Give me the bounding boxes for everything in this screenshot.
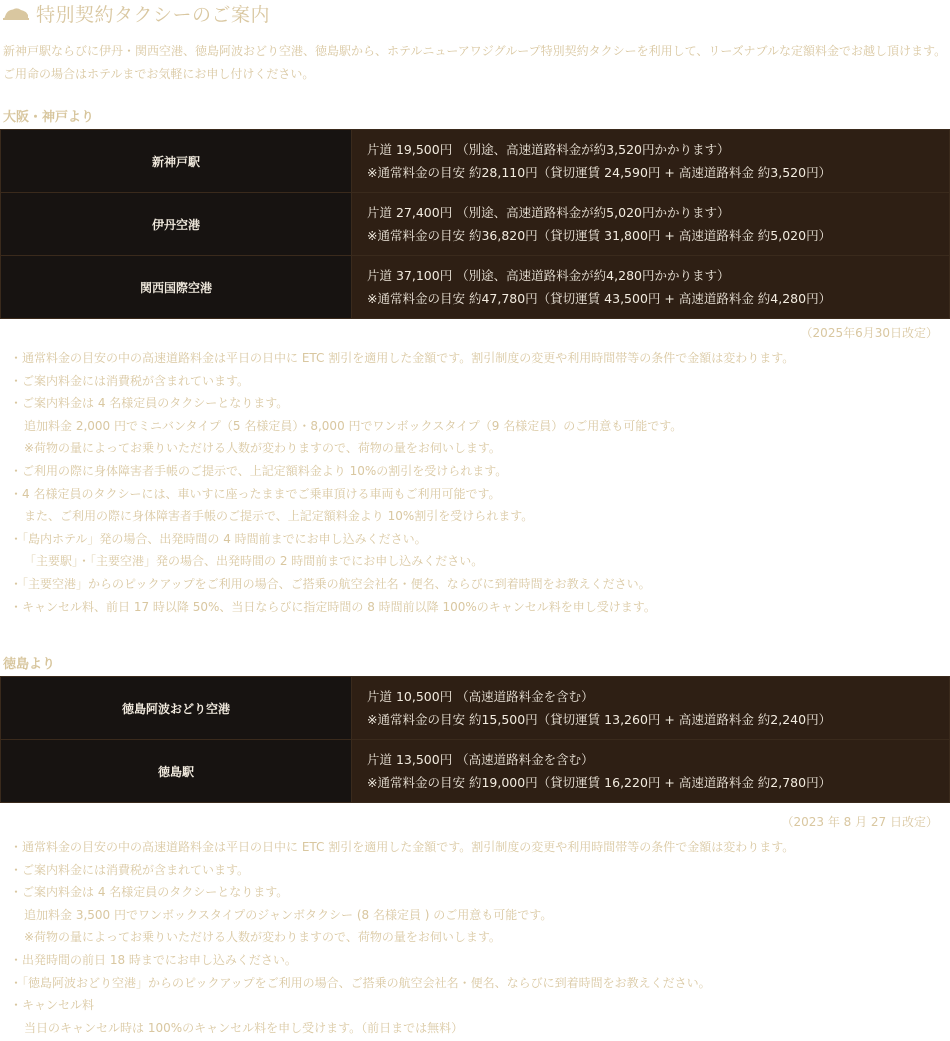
note-item: ・通常料金の目安の中の高速道路料金は平日の日中に ETC 割引を適用した金額です。割引制度の変更や利用時間帯等の条件で金額は変わります。 [10, 840, 795, 854]
price-cell [352, 740, 950, 803]
notes-list-osaka-kobe [10, 347, 940, 618]
price-line: 片道 13,500円 （高速道路料金を含む） [367, 752, 594, 767]
price-note: ※通常料金の目安 約47,780円（貸切運賃 43,500円 + 高速道路料金 約4,280円） [367, 291, 832, 306]
note-item: ・通常料金の目安の中の高速道路料金は平日の日中に ETC 割引を適用した金額です。割引制度の変更や利用時間帯等の条件で金額は変わります。 [10, 351, 795, 365]
note-item: ・4 名様定員のタクシーには、車いすに座ったままでご乗車頂ける車両もご利用可能です。 [10, 486, 501, 501]
note-item: ・ご案内料金は 4 名様定員のタクシーとなります。 [10, 396, 289, 411]
fare-table-osaka-kobe [0, 129, 950, 319]
note-item: ・「徳島阿波おどり空港」からのピックアップをご利用の場合、ご搭乗の航空会社名・便名、ならびに到着時間をお教えください。 [10, 975, 711, 990]
table-row [1, 677, 950, 740]
note-item: ・出発時間の前日 18 時までにお申し込みください。 [10, 952, 297, 967]
note-item: ※荷物の量によってお乗りいただける人数が変わりますので、荷物の量をお伺いします。 [24, 930, 501, 945]
note-item: ※荷物の量によってお乗りいただける人数が変わりますので、荷物の量をお伺いします。 [24, 441, 501, 456]
table-row [1, 193, 950, 256]
price-note: ※通常料金の目安 約28,110円（貸切運賃 24,590円 + 高速道路料金 約3,520円） [367, 165, 832, 180]
price-line: 片道 10,500円 （高速道路料金を含む） [367, 689, 594, 704]
place-cell: 関西国際空港 [1, 256, 352, 319]
price-note: ※通常料金の目安 約19,000円（貸切運賃 16,220円 + 高速道路料金 約2,780円） [367, 775, 832, 790]
title-text: 特別契約タクシーのご案内 [36, 3, 271, 26]
section-heading-tokushima: 徳島より [3, 657, 56, 672]
price-cell [352, 256, 950, 319]
note-item: また、ご利用の際に身体障害者手帳のご提示で、上記定額料金より 10%割引を受けられます。 [24, 509, 534, 524]
notes-list-tokushima [10, 836, 940, 1039]
note-item: 当日のキャンセル時は 100%のキャンセル料を申し受けます。（前日までは無料） [24, 1020, 464, 1035]
car-icon [2, 4, 30, 22]
note-item: 「主要駅」・「主要空港」発の場合、出発時間の 2 時間前までにお申し込みください。 [24, 554, 484, 569]
price-cell [352, 193, 950, 256]
note-item: ・キャンセル料 [10, 998, 95, 1013]
note-item: 追加料金 3,500 円でワンボックスタイプのジャンボタクシー (8 名様定員 ) のご用意も可能です。 [24, 907, 553, 922]
table-row [1, 130, 950, 193]
table-row [1, 256, 950, 319]
note-item: ・「島内ホテル」発の場合、出発時間の 4 時間前までにお申し込みください。 [10, 531, 427, 546]
place-cell: 新神戸駅 [1, 130, 352, 193]
note-item: ・ご案内料金には消費税が含まれています。 [10, 373, 250, 388]
price-note: ※通常料金の目安 約36,820円（貸切運賃 31,800円 + 高速道路料金 約5,020円） [367, 228, 832, 243]
price-note: ※通常料金の目安 約15,500円（貸切運賃 13,260円 + 高速道路料金 約2,240円） [367, 712, 832, 727]
revision-date: （2023 年 8 月 27 日改定） [781, 815, 938, 829]
place-cell: 徳島駅 [1, 740, 352, 803]
note-item: 追加料金 2,000 円でミニバンタイプ（5 名様定員）・8,000 円でワンボックスタイプ（9 名様定員）のご用意も可能です。 [24, 418, 683, 433]
place-cell: 徳島阿波おどり空港 [1, 677, 352, 740]
intro-text: 新神戸駅ならびに伊丹・関西空港、徳島阿波おどり空港、徳島駅から、ホテルニューアワジグループ特別契約タクシーを利用して、リーズナブルな定額料金でお越し頂けます。ご用命の場合はホテルまでお気軽にお申し付けください。 [3, 44, 947, 81]
price-line: 片道 27,400円 （別途、高速道路料金が約5,020円かかります） [367, 205, 730, 220]
note-item: ・ご案内料金は 4 名様定員のタクシーとなります。 [10, 885, 289, 900]
note-item: ・ご利用の際に身体障害者手帳のご提示で、上記定額料金より 10%の割引を受けられます。 [10, 463, 508, 478]
price-line: 片道 19,500円 （別途、高速道路料金が約3,520円かかります） [367, 142, 730, 157]
revision-date: （2025年6月30日改定） [800, 326, 938, 340]
note-item: ・「主要空港」からのピックアップをご利用の場合、ご搭乗の航空会社名・便名、ならびに到着時間をお教えください。 [10, 576, 651, 591]
note-item: ・キャンセル料、前日 17 時以降 50%、当日ならびに指定時間の 8 時間前以降 100%のキャンセル料を申し受けます。 [10, 599, 656, 614]
price-line: 片道 37,100円 （別途、高速道路料金が約4,280円かかります） [367, 268, 730, 283]
section-heading-osaka-kobe: 大阪・神戸より [3, 110, 95, 125]
page-title [0, 0, 950, 26]
place-cell: 伊丹空港 [1, 193, 352, 256]
table-row [1, 740, 950, 803]
price-cell [352, 677, 950, 740]
note-item: ・ご案内料金には消費税が含まれています。 [10, 862, 250, 877]
fare-table-tokushima [0, 676, 950, 803]
price-cell [352, 130, 950, 193]
